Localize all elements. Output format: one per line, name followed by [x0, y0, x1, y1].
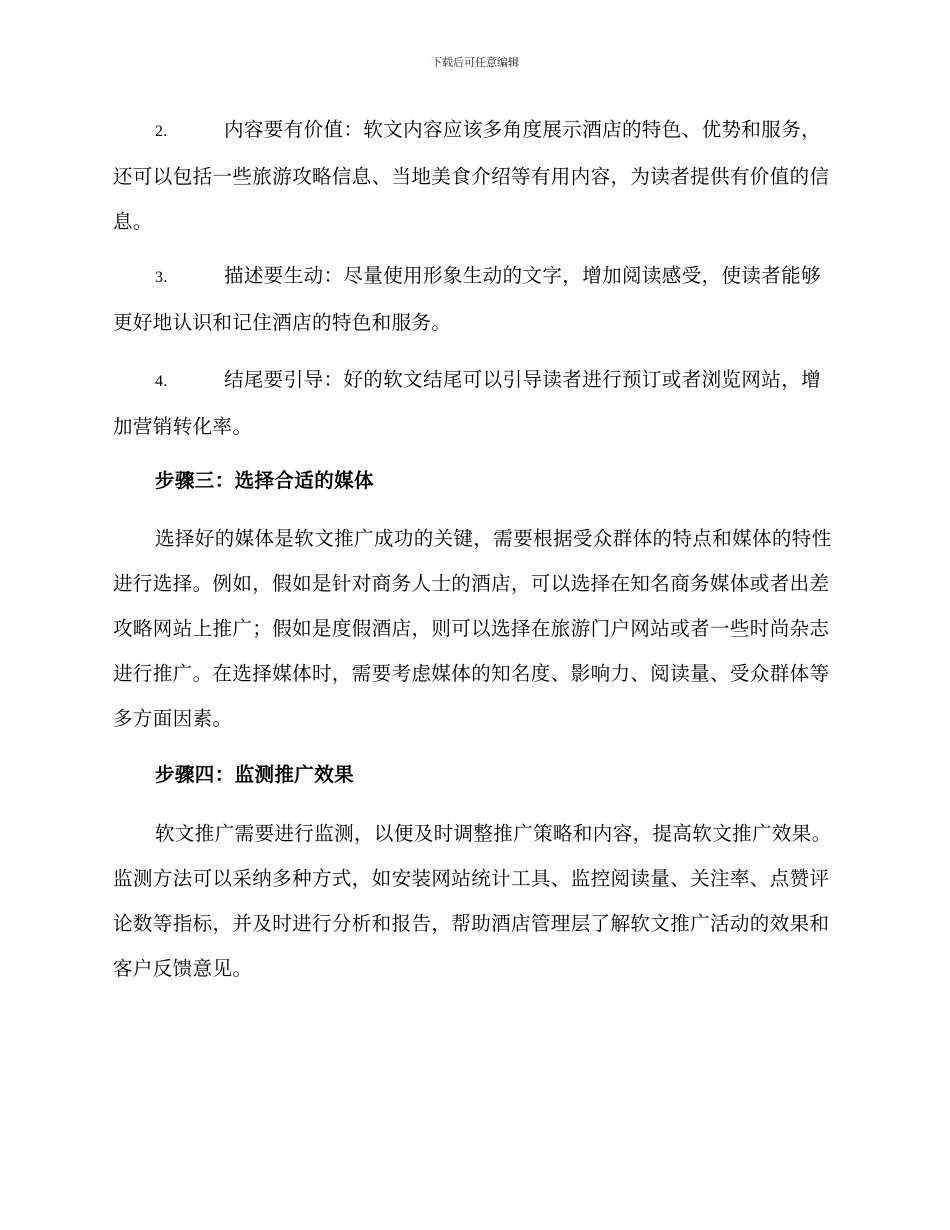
list-number: 2.	[155, 123, 168, 140]
list-item-4	[113, 357, 833, 449]
step4-heading: 步骤四：监测推广效果	[155, 763, 355, 786]
step3-paragraph: 选择好的媒体是软文推广成功的关键，需要根据受众群体的特点和媒体的特性进行选择。例如，假如是针对商务人士的酒店，可以选择在知名商务媒体或者出差攻略网站上推广；假如是度假酒店，则可以选择在旅游门户网站或者一些时尚杂志进行推广。在选择媒体时，需要考虑媒体的知名度、影响力、阅读量、受众群体等多方面因素。	[113, 527, 832, 730]
list-number: 4.	[155, 373, 168, 390]
step4-paragraph: 软文推广需要进行监测，以便及时调整推广策略和内容，提高软文推广效果。监测方法可以采纳多种方式，如安装网站统计工具、监控阅读量、关注率、点赞评论数等指标，并及时进行分析和报告，帮助酒店管理层了解软文推广活动的效果和客户反馈意见。	[113, 822, 832, 980]
step3-heading: 步骤三：选择合适的媒体	[155, 469, 374, 492]
list-item-text: 内容要有价值：软文内容应该多角度展示酒店的特色、优势和服务，还可以包括一些旅游攻略信息、当地美食介绍等有用内容，为读者提供有价值的信息。	[113, 118, 830, 233]
list-item-3	[113, 253, 833, 345]
list-number: 3.	[155, 269, 168, 286]
list-item-text: 描述要生动：尽量使用形象生动的文字，增加阅读感受，使读者能够更好地认识和记住酒店的特色和服务。	[113, 264, 822, 334]
list-item-2	[113, 107, 833, 244]
list-item-text: 结尾要引导：好的软文结尾可以引导读者进行预订或者浏览网站，增加营销转化率。	[113, 368, 822, 438]
page-header: 下载后可任意编辑	[431, 56, 519, 69]
